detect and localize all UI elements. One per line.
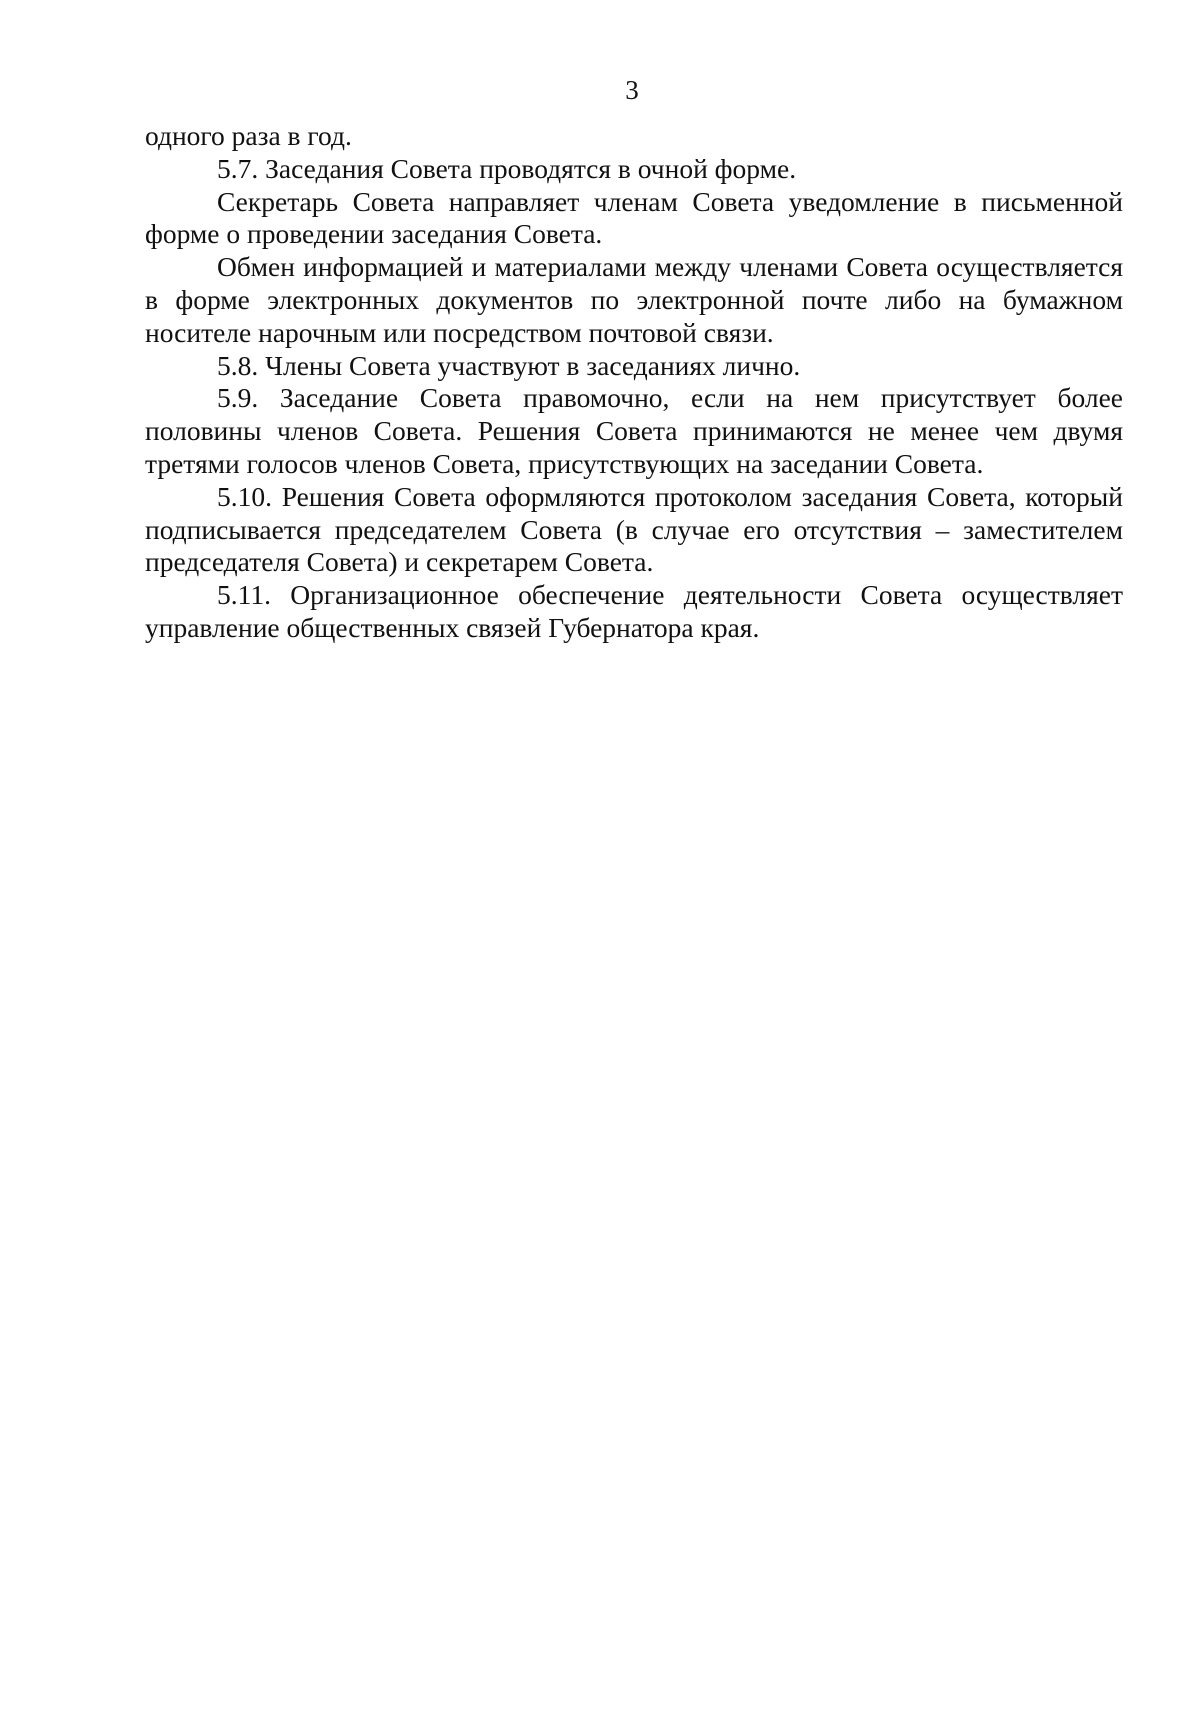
document-body (145, 120, 1123, 645)
paragraph-information-exchange: Обмен информацией и материалами между членами Совета осуществляется в форме электронных документов по электронной почте либо на бумажном носителе нарочным или посредством почтовой связи. (145, 251, 1123, 348)
paragraph-5-9: 5.9. Заседание Совета правомочно, если на нем присутствует более половины членов Совета. Решения Совета принимаются не менее чем двумя третями голосов членов Совета, присутствующих на заседании Совета. (145, 382, 1123, 479)
paragraph-secretary-notice: Секретарь Совета направляет членам Совета уведомление в письменной форме о проведении заседания Совета. (145, 185, 1123, 250)
paragraph-continuation: одного раза в год. (145, 120, 352, 151)
paragraph-5-11: 5.11. Организационное обеспечение деятельности Совета осуществляет управление общественных связей Губернатора края. (145, 579, 1123, 643)
paragraph-5-7: 5.7. Заседания Совета проводятся в очной форме. (217, 152, 797, 184)
paragraph-5-10: 5.10. Решения Совета оформляются протоколом заседания Совета, который подписывается председателем Совета (в случае его отсутствия – заместителем председателя Совета) и секретарем Совета. (145, 480, 1123, 578)
page-number: 3 (625, 75, 639, 105)
paragraph-5-8: 5.8. Члены Совета участвуют в заседаниях лично. (217, 349, 801, 381)
